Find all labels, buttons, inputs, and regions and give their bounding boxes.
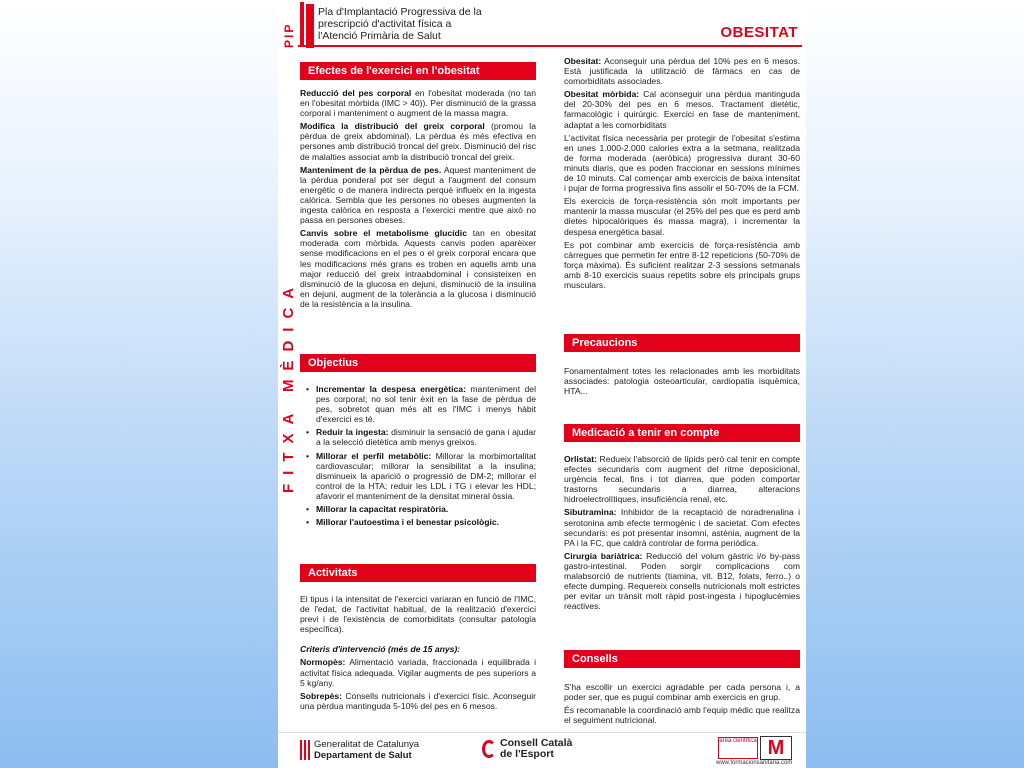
footer — [278, 732, 806, 768]
pip-label: PIP — [282, 22, 296, 48]
cce-name-line: Consell Català — [500, 737, 573, 749]
section-consells-body — [564, 682, 800, 728]
website-url: www.formacionsanitaria.com — [716, 760, 793, 766]
section-title-efectes: Efectes de l'exercici en l'obesitat — [300, 62, 536, 80]
section-medicacio-body — [564, 454, 800, 614]
section-efectes-body — [300, 88, 536, 312]
list-item: • Reduir la ingesta: disminuir la sensació de gana i ajudar a la selecció dietètica amb menys greixos. — [308, 427, 536, 447]
paragraph: Sibutramina: Inhibidor de la recaptació de noradrenalina i serotonina amb efecte termogènic i de sacietat. Com efectes secundaris: es pot presentar insomni, astènia, augment de la PA i la FC, que caldrà controlar de forma periòdica. — [564, 507, 800, 548]
side-label: FITXA MÈDICA — [280, 278, 297, 494]
section-title-activitats: Activitats — [300, 564, 536, 582]
list-item: • Incrementar la despesa energètica: manteniment del pes corporal; no sol tenir èxit en la fase de pèrdua de pes, sobretot quan més alt es l'IMC i menys hàbit d'exercici es té. — [308, 384, 536, 424]
m-logo-icon: M — [760, 736, 792, 760]
section-intervencio-right-body — [564, 56, 800, 293]
gencat-name: Generalitat de Catalunya — [314, 739, 420, 750]
header-divider — [300, 2, 304, 46]
document-header-title — [318, 6, 538, 42]
list-item: • Millorar el perfil metabòlic: Millorar la morbimortalitat cardiovascular; millorar la sensibilitat a la insulina; disminueix la aparició o progressió de DM-2; millorar el control de la HTA; reduir les LDL i TG i elevar les HDL; afavorir el manteniment de la densitat mineral òssia. — [308, 451, 536, 501]
paragraph: El tipus i la intensitat de l'exercici variaran en funció de l'IMC, de l'edat, de l'activitat habitual, de la realització d'exercici previ i de l'existència de comorbiditats (consultar patologia específica). — [300, 594, 536, 635]
section-activitats-body — [300, 594, 536, 714]
header-accent-bar — [306, 4, 314, 48]
criteria-heading: Criteris d'intervenció (més de 15 anys): — [300, 644, 461, 655]
topic-title: OBESITAT — [720, 24, 798, 41]
gencat-logo — [302, 739, 419, 761]
department-name: Departament de Salut — [314, 750, 412, 761]
header-rule — [298, 45, 802, 47]
gencat-emblem-icon — [300, 740, 310, 760]
paragraph: L'activitat física necessària per protegir de l'obesitat s'estima en unes 1.000-2.000 calories extra a la setmana, realitzada de forma moderada (aeròbica) progressiva durant 30-60 minuts diaris, que es poden fraccionar en sessions mínimes de 10 minuts. Cal començar amb exercicis de baixa intensitat i pujar de forma progressiva fins assolir el 50-70% de la FCM. — [564, 132, 800, 194]
list-item: • Millorar l'autoestima i el benestar psicològic. — [308, 517, 536, 527]
section-precaucions-body — [564, 366, 800, 399]
area-cientifica-logo: àrea científica — [718, 737, 758, 759]
header-title-line: Pla d'Implantació Progressiva de la — [318, 6, 482, 18]
header-title-line: l'Atenció Primària de Salut — [318, 30, 441, 42]
paragraph: Obesitat mòrbida: Cal aconseguir una pèrdua mantinguda del 20-30% del pes en 6 mesos. Tractament dietètic, farmacològic i quirúrgic. Exercici en fase de manteniment, adaptat a les comorbiditats — [564, 89, 800, 130]
paragraph: Canvis sobre el metabolisme glucídic tan en obesitat moderada com mòrbida. Aquests canvis poden aparèixer sense modificacions en el pes o el greix corporal encara que les modificacions més grans es troben en aquells amb una major reducció del greix intraabdominal i consisteixen en disminució de la glucosa en dejuni, disminució de la insulina en dejuni, augment de la tolerància a la glucosa i disminució de la resistència a la insulina. — [300, 228, 536, 309]
paragraph: Sobrepès: Consells nutricionals i d'exercici físic. Aconseguir una pèrdua mantinguda 5-10% del pes en 6 mesos. — [300, 690, 536, 711]
section-title-objectius: Objectius — [300, 354, 536, 372]
paragraph: Reducció del pes corporal en l'obesitat moderada (no tan en l'obesitat mòrbida (IMC > 40)). Per disminució de la grassa corporal i manteniment o augment de la massa magra. — [300, 88, 536, 119]
header-title-line: prescripció d'activitat física a — [318, 18, 452, 30]
paragraph: Orlistat: Redueix l'absorció de lípids però cal tenir en compte efectes secundaris com augment del ritme deposicional, urgència fecal, fins i tot diarrea, que poden comportar trastorns secundaris a diarrea, alteracions hidroelectrolítiques, insuficiència renal, etc. — [564, 454, 800, 505]
section-objectius-body — [300, 384, 536, 530]
paragraph: Modifica la distribució del greix corporal (promou la pèrdua de greix abdominal). La pèrdua és més efectiva en persones amb distribució troncal del greix. Disminució del risc de malalties associat amb la distribució troncal del greix. — [300, 121, 536, 162]
paragraph: Normopès: Alimentació variada, fraccionada i equilibrada i activitat física adequada. Vigilar augments de pes superiors a 5 kg/any. — [300, 657, 536, 688]
section-title-consells: Consells — [564, 650, 800, 668]
list-item: • Millorar la capacitat respiratòria. — [308, 504, 536, 514]
objectives-list — [300, 384, 536, 527]
paragraph: És recomanable la coordinació amb l'equip mèdic que realitza el seguiment nutricional. — [564, 705, 800, 726]
cce-name-line: de l'Esport — [500, 748, 554, 760]
cce-logo — [500, 738, 572, 760]
cce-emblem-icon — [482, 740, 496, 758]
paragraph: Es pot combinar amb exercicis de força-resistència amb càrregues que permetin fer entre 8-12 repeticions (50-70% de força màxima). És suficient realitzar 2-3 sessions setmanals amb 8-10 exercicis suaus repetits sobre els principals grups musculars. — [564, 239, 800, 290]
paragraph: Obesitat: Aconseguir una pèrdua del 10% pes en 6 mesos. Està justificada la utilització de fàrmacs en cas de comorbiditats associades. — [564, 56, 800, 87]
paragraph: S'ha escollir un exercici agradable per cada persona i, a poder ser, que es pugui combinar amb exercicis en grup. — [564, 682, 800, 703]
paragraph: Manteniment de la pèrdua de pes. Aquest manteniment de la pèrdua ponderal pot ser degut a l'augment del consum energètic o de manera indirecta perquè influeix en la ingesta calòrica. Sembla que les persones no obeses augmenten la ingesta calòrica en resposta a l'exercici mentre que això no passa en persones obeses. — [300, 164, 536, 226]
paragraph: Fonamentalment totes les relacionades amb les morbiditats associades: patologia osteoarticular, cardiopatia isquèmica, HTA... — [564, 366, 800, 397]
paragraph: Els exercicis de força-resistència són molt importants per mantenir la massa muscular (el 25% del pes que es perd amb dietes hipocalòriques és massa magra), i incrementar la despesa energètica basal. — [564, 196, 800, 237]
document-page — [278, 0, 806, 768]
section-title-precaucions: Precaucions — [564, 334, 800, 352]
section-title-medicacio: Medicació a tenir en compte — [564, 424, 800, 442]
paragraph: Cirurgia bariàtrica: Reducció del volum gàstric i/o by-pass gastro-intestinal. Poden sorgir complicacions com malabsorció de nutrients (tiamina, vit. B12, folats, ferro..) o efecte dumping. Requereix consells nutricionals molt estrictes per evitar un trànsit molt ràpid post-ingesta i hipoglucèmies reactives. — [564, 550, 801, 612]
